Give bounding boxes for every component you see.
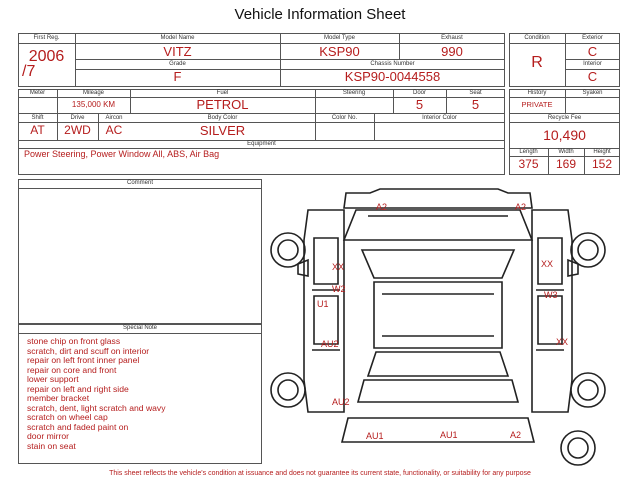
comment-box xyxy=(18,179,262,324)
door-label: Door xyxy=(412,90,426,96)
special-note-line: scratch and faded paint on xyxy=(27,421,129,432)
first-reg-label: First Reg. xyxy=(33,35,60,41)
special-note-line: repair on left front inner panel xyxy=(27,355,140,365)
interior-color-label: Interior Color xyxy=(422,115,457,121)
shift-value: AT xyxy=(30,123,45,137)
special-note-line: scratch, dent, light scratch and wavy xyxy=(27,402,166,413)
shift-label: Shift xyxy=(31,115,44,121)
recycle-fee-value: 10,490 xyxy=(543,127,586,143)
damage-mark-front-right: A2 xyxy=(515,202,527,212)
model-name-label: Model Name xyxy=(160,35,195,41)
damage-mark-left-front-window: W2 xyxy=(332,284,346,294)
sheet-title: Vehicle Information Sheet xyxy=(234,6,406,23)
seat-label: Seat xyxy=(469,90,482,96)
car-damage-diagram xyxy=(268,180,620,470)
condition-value: R xyxy=(531,54,543,71)
model-type-label: Model Type xyxy=(324,35,355,41)
exhaust-label: Exhaust xyxy=(441,35,463,41)
exterior-label: Exterior xyxy=(582,35,603,41)
exterior-value: C xyxy=(587,44,598,59)
fuel-label: Fuel xyxy=(216,90,229,96)
history-value: PRIVATE xyxy=(521,100,553,109)
damage-mark-left-rear-door: AU2 xyxy=(321,339,339,349)
chassis-number-value: KSP90-0044558 xyxy=(344,69,441,84)
mileage-value: 135,000 KM xyxy=(71,100,116,109)
history-label: History xyxy=(527,90,547,96)
first-reg-year: 2006 xyxy=(28,48,65,65)
seat-value: 5 xyxy=(471,97,480,112)
exhaust-value: 990 xyxy=(441,44,463,59)
grade-value: F xyxy=(173,69,182,84)
interior-value: C xyxy=(587,69,598,84)
grade-label: Grade xyxy=(169,61,186,67)
syaken-label: Syaken xyxy=(582,90,603,96)
model-type-value: KSP90 xyxy=(319,44,360,59)
equipment-value: Power Steering, Power Window All, ABS, Air Bag xyxy=(24,149,220,159)
comment-label: Comment xyxy=(126,180,153,186)
special-note-label: Special Note xyxy=(122,325,158,331)
chassis-number-label: Chassis Number xyxy=(370,61,415,67)
condition-label: Condition xyxy=(524,35,550,41)
mileage-label: Mileage xyxy=(82,90,104,96)
length-value: 375 xyxy=(518,157,539,171)
aircon-value: AC xyxy=(105,123,123,137)
special-note-line: repair on core and front xyxy=(27,364,117,375)
damage-mark-rear-center: AU1 xyxy=(440,430,458,440)
model-name-value: VITZ xyxy=(163,44,192,59)
drive-value: 2WD xyxy=(64,123,91,137)
body-color-value: SILVER xyxy=(199,123,246,138)
special-note-line: member bracket xyxy=(27,393,90,403)
door-value: 5 xyxy=(415,97,424,112)
fuel-value: PETROL xyxy=(196,97,249,112)
height-value: 152 xyxy=(591,157,613,171)
equipment-label: Equipment xyxy=(247,141,276,147)
recycle-fee-label: Recycle Fee xyxy=(547,115,582,121)
aircon-label: Aircon xyxy=(105,115,123,121)
damage-mark-front-left: A2 xyxy=(376,202,388,212)
damage-mark-right-rear-door: XX xyxy=(556,337,569,347)
damage-mark-right-front-window: W3 xyxy=(544,290,558,300)
drive-label: Drive xyxy=(70,115,85,121)
disclaimer-text: This sheet reflects the vehicle's condition at issuance and does not guarantee its current state, functionality, or suitability for any purpose xyxy=(109,470,531,477)
damage-mark-right-front-fender: XX xyxy=(541,259,554,269)
damage-mark-left-front-fender: XX xyxy=(332,262,345,272)
steering-label: Steering xyxy=(342,90,366,96)
damage-mark-left-front-door: U1 xyxy=(317,299,329,309)
first-reg-month: /7 xyxy=(22,63,36,80)
damage-mark-left-rear-quarter: AU2 xyxy=(332,397,350,407)
special-note-line: door mirror xyxy=(27,431,70,441)
damage-mark-rear-left: AU1 xyxy=(366,431,384,441)
width-value: 169 xyxy=(555,157,577,171)
special-note-line: scratch on wheel cap xyxy=(27,412,108,422)
meter-label: Meter xyxy=(29,90,46,96)
damage-mark-rear-right: A2 xyxy=(510,430,522,440)
special-note-line: stain on seat xyxy=(27,440,76,451)
special-note-line: stone chip on front glass xyxy=(27,336,121,346)
height-label: Height xyxy=(593,149,611,155)
special-note-line: repair on left and right side xyxy=(27,383,129,394)
special-note-line: lower support xyxy=(27,374,79,384)
length-label: Length xyxy=(519,149,538,155)
body-color-label: Body Color xyxy=(207,115,238,121)
interior-label: Interior xyxy=(583,61,602,67)
color-no-label: Color No. xyxy=(331,115,358,121)
special-note-line: scratch, dirt and scuff on interior xyxy=(27,345,150,356)
width-label: Width xyxy=(558,149,574,155)
